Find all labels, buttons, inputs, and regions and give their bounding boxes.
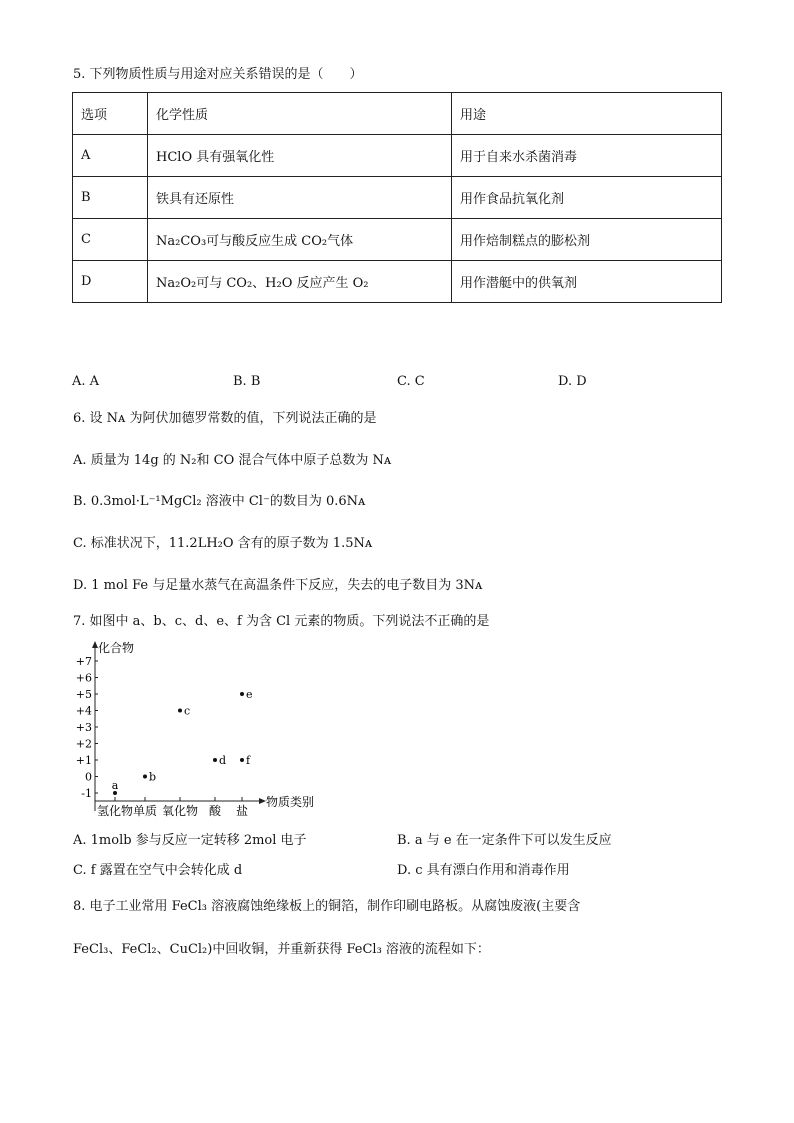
question-5-stem: 5. 下列物质性质与用途对应关系错误的是（ ） — [73, 67, 363, 82]
table-row — [73, 135, 722, 177]
q7-option-b[interactable]: B. a 与 e 在一定条件下可以发生反应 — [397, 833, 612, 848]
cell-use: 用作潜艇中的供氧剂 — [452, 261, 722, 303]
point-label-e: e — [246, 688, 253, 701]
q7-option-d[interactable]: D. c 具有漂白作用和消毒作用 — [397, 863, 570, 878]
cell-option: D — [73, 261, 148, 303]
cell-property: Na₂O₂可与 CO₂、H₂O 反应产生 O₂ — [148, 261, 452, 303]
chart-axes — [92, 640, 314, 811]
point-label-b: b — [149, 770, 157, 784]
y-tick-label: +7 — [75, 655, 92, 668]
table-row — [73, 177, 722, 219]
data-point-f — [240, 758, 244, 762]
cell-use: 用作焙制糕点的膨松剂 — [452, 219, 722, 261]
x-tick-label: 盐 — [235, 804, 249, 818]
point-label-f: f — [246, 754, 251, 767]
y-tick-label: +1 — [75, 754, 92, 767]
y-tick-label: 0 — [85, 770, 92, 784]
q5-choice-a[interactable]: A. A — [72, 374, 100, 389]
header-use: 用途 — [452, 93, 722, 135]
q6-option-b[interactable]: B. 0.3mol·L⁻¹MgCl₂ 溶液中 Cl⁻的数目为 0.6Nᴀ — [73, 494, 366, 509]
point-label-c: c — [184, 704, 191, 718]
question-7-stem: 7. 如图中 a、b、c、d、e、f 为含 Cl 元素的物质。下列说法不正确的是 — [73, 614, 490, 629]
x-tick-label: 氢化物 — [96, 804, 134, 818]
point-label-a: a — [111, 779, 119, 792]
x-axis-title: 物质类别 — [266, 795, 315, 809]
data-point-b — [143, 775, 147, 779]
table-row — [73, 219, 722, 261]
valence-class-chart — [70, 636, 330, 821]
data-point-c — [178, 709, 182, 713]
cell-use: 用作食品抗氧化剂 — [452, 177, 722, 219]
y-axis-title: 化合物 — [98, 641, 135, 655]
y-tick-label: +5 — [75, 688, 92, 701]
q5-choice-b[interactable]: B. B — [233, 374, 261, 389]
x-axis-arrow — [259, 798, 266, 804]
cell-property: HClO 具有强氧化性 — [148, 135, 452, 177]
q5-choice-d[interactable]: D. D — [558, 374, 587, 389]
cell-option: B — [73, 177, 148, 219]
point-label-d: d — [219, 754, 227, 767]
x-tick-label: 酸 — [208, 804, 222, 818]
table-header-row — [73, 93, 722, 135]
data-point-d — [213, 758, 217, 762]
cell-property: Na₂CO₃可与酸反应生成 CO₂气体 — [148, 219, 452, 261]
question-6-stem: 6. 设 Nᴀ 为阿伏加德罗常数的值，下列说法正确的是 — [73, 411, 377, 426]
q6-option-c[interactable]: C. 标准状况下，11.2LH₂O 含有的原子数为 1.5Nᴀ — [73, 536, 373, 551]
cell-use: 用于自来水杀菌消毒 — [452, 135, 722, 177]
y-tick-label: +3 — [75, 721, 92, 734]
y-tick-label: -1 — [81, 787, 92, 800]
y-tick-label: +2 — [75, 737, 92, 751]
cell-option: C — [73, 219, 148, 261]
data-point-e — [240, 692, 244, 696]
q7-option-a[interactable]: A. 1molb 参与反应一定转移 2mol 电子 — [73, 833, 307, 848]
cell-property: 铁具有还原性 — [148, 177, 452, 219]
q6-option-d[interactable]: D. 1 mol Fe 与足量水蒸气在高温条件下反应，失去的电子数目为 3Nᴀ — [73, 578, 483, 593]
question-8-line-1: 8. 电子工业常用 FeCl₃ 溶液腐蚀绝缘板上的铜箔，制作印刷电路板。从腐蚀废液(主要含 — [73, 899, 581, 914]
q7-option-c[interactable]: C. f 露置在空气中会转化成 d — [73, 863, 243, 878]
cell-option: A — [73, 135, 148, 177]
x-tick-label: 单质 — [132, 804, 158, 818]
q6-option-a[interactable]: A. 质量为 14g 的 N₂和 CO 混合气体中原子总数为 Nᴀ — [73, 453, 392, 468]
y-tick-label: +4 — [75, 704, 92, 718]
y-tick-label: +6 — [75, 671, 92, 685]
header-property: 化学性质 — [148, 93, 452, 135]
q5-choice-c[interactable]: C. C — [397, 374, 425, 389]
table-row — [73, 261, 722, 303]
x-tick-label: 氧化物 — [161, 804, 199, 818]
question-8-line-2: FeCl₃、FeCl₂、CuCl₂)中回收铜，并重新获得 FeCl₃ 溶液的流程如下： — [73, 942, 490, 957]
properties-table — [72, 92, 722, 303]
header-option: 选项 — [73, 93, 148, 135]
